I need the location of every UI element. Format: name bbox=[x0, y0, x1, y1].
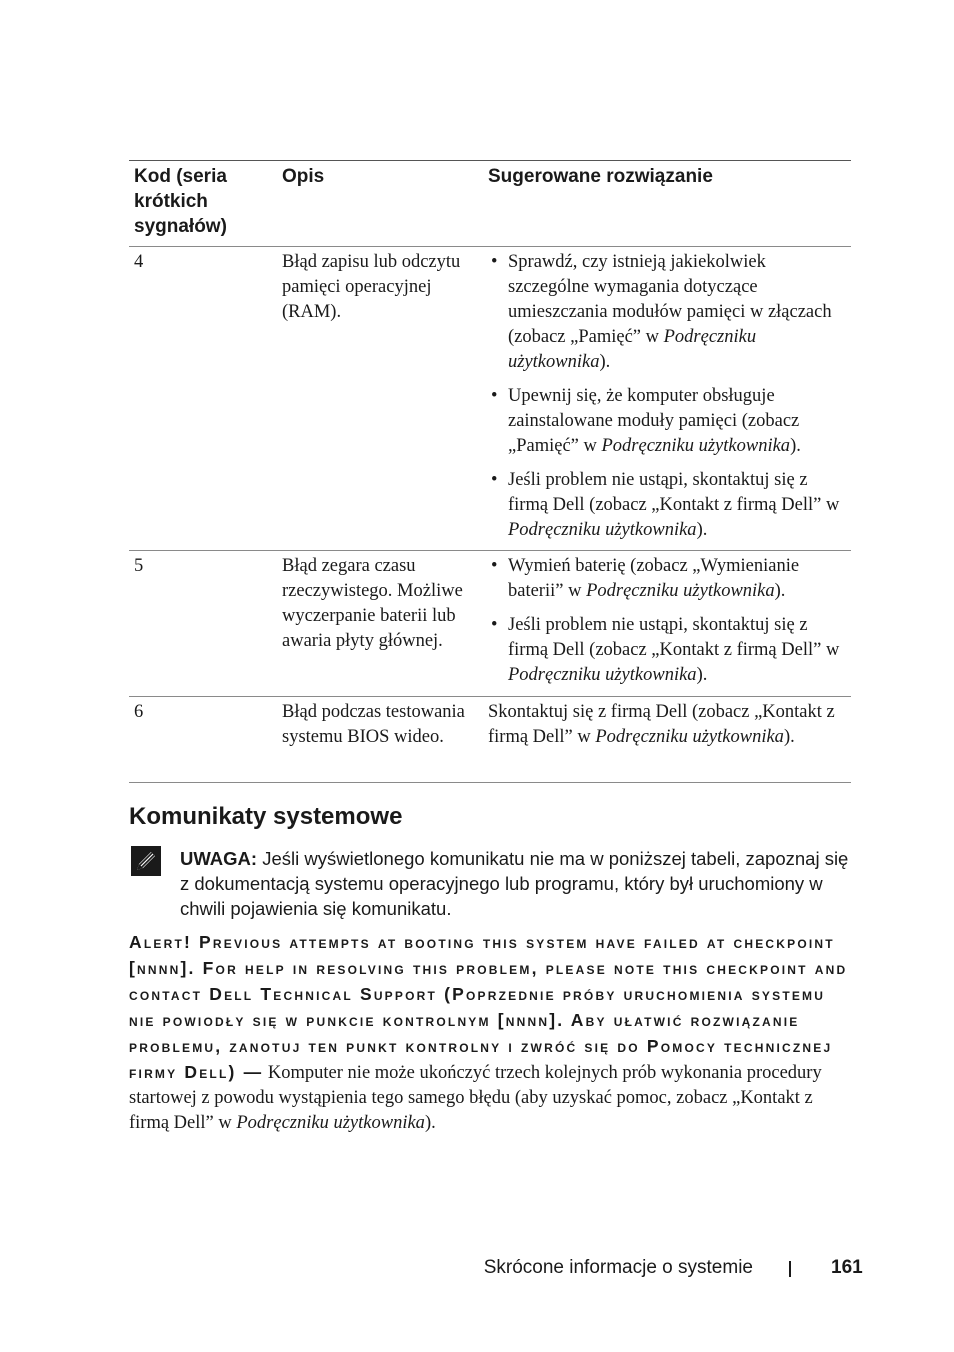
footer-separator bbox=[789, 1261, 791, 1277]
header-code: Kod (seria krótkich sygnałów) bbox=[134, 166, 227, 237]
item-emphasis: Podręczniku użytkownika bbox=[508, 520, 697, 540]
page-number: 161 bbox=[831, 1257, 863, 1278]
note-box bbox=[131, 846, 853, 921]
item-text: Sprawdź, czy istnieją jakiekolwiek szczególne wymagania dotyczące umieszczania modułów pamięci w złączach (zobacz „Pamięć” w bbox=[508, 252, 832, 347]
list-item bbox=[488, 554, 845, 604]
table-header-row bbox=[129, 161, 851, 247]
bullet: • bbox=[491, 386, 498, 406]
code-cell: 6 bbox=[134, 702, 144, 722]
item-text: Jeśli problem nie ustąpi, skontaktuj się z firmą Dell (zobacz „Kontakt z firmą Dell” w bbox=[508, 470, 840, 515]
item-text-end: ). bbox=[696, 665, 708, 685]
section-title: Komunikaty systemowe bbox=[129, 803, 403, 830]
pencil-note-icon bbox=[131, 846, 161, 876]
list-item bbox=[488, 613, 845, 688]
item-emphasis: Podręczniku użytkownika bbox=[601, 436, 791, 456]
alert-message bbox=[129, 930, 853, 1136]
description-cell: Błąd zapisu lub odczytu pamięci operacyjnej (RAM). bbox=[282, 252, 461, 322]
item-text: Upewnij się, że komputer obsługuje zainstalowane moduły pamięci (zobacz „Pamięć” w bbox=[508, 386, 800, 456]
item-emphasis: Podręczniku użytkownika bbox=[586, 581, 775, 601]
item-text-end: ). bbox=[696, 520, 708, 540]
list-item bbox=[488, 250, 845, 375]
alert-heading: Alert! Previous attempts at booting this system have failed at checkpoint [nnnn]. For help in resolving this problem, please note this checkpoint and contact Dell Technical Support (Poprzednie próby uruchomienia systemu nie powiodły się w punkcie kontrolnym [nnnn]. Aby ułatwić rozwiązanie problemu, zanotuj ten punkt kontrolny i zwróć się do Pomocy technicznej firmy Dell) — bbox=[129, 932, 848, 1082]
code-cell: 4 bbox=[134, 252, 144, 272]
alert-body-end: ). bbox=[424, 1113, 436, 1133]
bullet: • bbox=[491, 252, 498, 272]
solution-cell bbox=[484, 697, 851, 782]
description-cell: Błąd podczas testowania systemu BIOS wideo. bbox=[282, 702, 465, 747]
page-footer bbox=[0, 1255, 954, 1285]
solution-text-end: ). bbox=[783, 727, 795, 747]
bullet: • bbox=[491, 470, 498, 490]
note-label: UWAGA: bbox=[180, 848, 258, 869]
item-emphasis: Podręczniku użytkownika bbox=[508, 327, 757, 372]
footer-title: Skrócone informacje o systemie bbox=[483, 1257, 753, 1278]
beep-codes-table bbox=[129, 160, 851, 783]
table-row bbox=[129, 247, 851, 551]
item-text: Wymień baterię (zobacz „Wymienianie baterii” w bbox=[508, 556, 800, 601]
list-item bbox=[488, 384, 845, 459]
table-row bbox=[129, 697, 851, 783]
code-cell: 5 bbox=[134, 556, 144, 576]
bullet: • bbox=[491, 615, 498, 635]
bullet: • bbox=[491, 556, 498, 576]
alert-body: Komputer nie może ukończyć trzech kolejnych prób wykonania procedury startowej z powodu wystąpienia tego samego błędu (aby uzyskać pomoc, zobacz „Kontakt z firmą Dell” w bbox=[129, 1063, 822, 1133]
solution-cell bbox=[484, 551, 851, 696]
table-row bbox=[129, 551, 851, 697]
solution-emphasis: Podręczniku użytkownika bbox=[595, 727, 784, 747]
list-item bbox=[488, 468, 845, 543]
item-text-end: ). bbox=[774, 581, 786, 601]
header-description: Opis bbox=[282, 166, 325, 187]
solution-text: Skontaktuj się z firmą Dell (zobacz „Kontakt z firmą Dell” w bbox=[488, 702, 835, 747]
solution-cell bbox=[484, 247, 851, 550]
note-text: Jeśli wyświetlonego komunikatu nie ma w poniższej tabeli, zapoznaj się z dokumentacją systemu operacyjnego lub programu, który był uruchomiony w chwili pojawienia się komunikatu. bbox=[180, 848, 849, 919]
alert-body-emphasis: Podręczniku użytkownika bbox=[236, 1113, 425, 1133]
item-text-end: ). bbox=[790, 436, 801, 456]
item-text: Jeśli problem nie ustąpi, skontaktuj się z firmą Dell (zobacz „Kontakt z firmą Dell” w bbox=[508, 615, 840, 660]
item-emphasis: Podręczniku użytkownika bbox=[508, 665, 697, 685]
item-text-end: ). bbox=[599, 352, 611, 372]
header-solution: Sugerowane rozwiązanie bbox=[488, 166, 713, 187]
description-cell: Błąd zegara czasu rzeczywistego. Możliwe wyczerpanie baterii lub awaria płyty głównej. bbox=[282, 556, 463, 651]
